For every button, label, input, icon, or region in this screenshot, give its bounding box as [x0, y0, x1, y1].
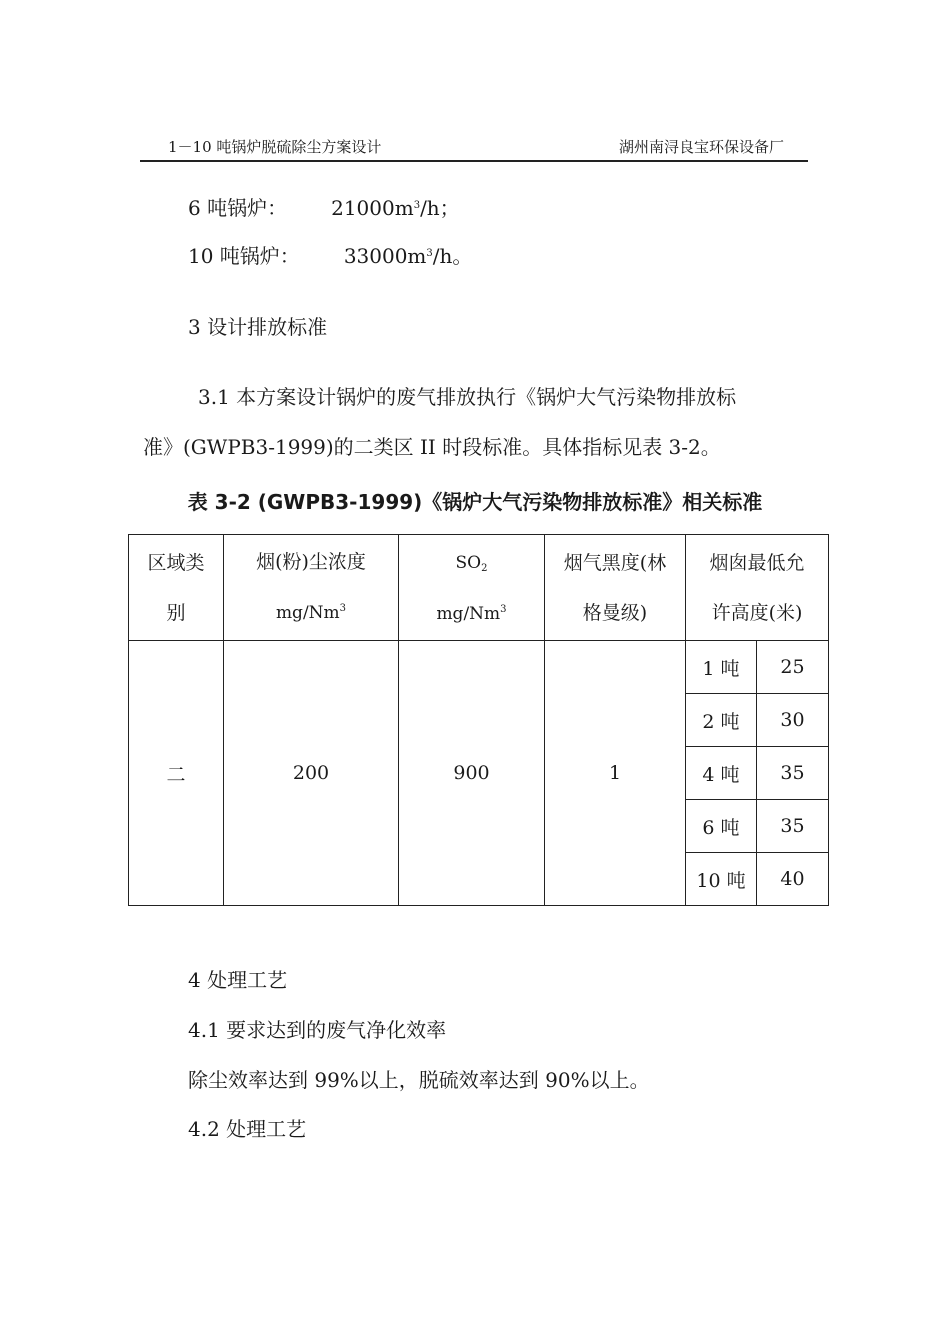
- cell-so2: 900: [399, 641, 545, 906]
- airflow-10t: [188, 244, 472, 268]
- page-header: [140, 136, 808, 162]
- section4-sub1: 4.1 要求达到的废气净化效率: [188, 1018, 447, 1042]
- airflow-unit-sup: 3: [426, 248, 433, 259]
- airflow-label: 6 吨锅炉：: [188, 196, 288, 220]
- header-doc-title: 1－10 吨锅炉脱硫除尘方案设计: [168, 138, 382, 156]
- cell-boiler-size: 1 吨: [686, 641, 757, 694]
- cell-chimney-height: 30: [757, 694, 829, 747]
- section4-sub2: 4.2 处理工艺: [188, 1117, 307, 1141]
- header-dust-concentration: 烟(粉)尘浓度 mg/Nm$^3$: [224, 535, 399, 641]
- section3-paragraph-line2: 准》(GWPB3-1999)的二类区 II 时段标准。具体指标见表 3-2。: [143, 435, 721, 459]
- header-chimney-height: 烟囱最低允 许高度(米): [686, 535, 829, 641]
- cell-chimney-height: 35: [757, 800, 829, 853]
- section3-heading: 3 设计排放标准: [188, 315, 328, 339]
- airflow-label: 10 吨锅炉：: [188, 244, 300, 268]
- header-company: 湖州南浔良宝环保设备厂: [618, 138, 784, 156]
- table-title: 表 3-2 (GWPB3-1999)《锅炉大气污染物排放标准》相关标准: [187, 490, 763, 514]
- airflow-6t: [188, 196, 460, 220]
- cell-chimney-height: 25: [757, 641, 829, 694]
- cell-chimney-height: 35: [757, 747, 829, 800]
- airflow-value: 21000m: [331, 196, 414, 220]
- cell-blackness: 1: [545, 641, 686, 906]
- airflow-unit-tail: /h；: [420, 196, 460, 220]
- header-region: 区域类 别: [129, 535, 224, 641]
- airflow-unit-tail: /h。: [432, 244, 473, 268]
- emission-standard-table: [128, 534, 829, 906]
- cell-boiler-size: 10 吨: [686, 853, 757, 906]
- section4-heading: 4 处理工艺: [188, 968, 288, 992]
- cell-chimney-height: 40: [757, 853, 829, 906]
- airflow-value: 33000m: [343, 244, 427, 268]
- header-so2: $SO_2$ mg/Nm$^3$: [399, 535, 545, 641]
- table-header-row: [129, 535, 829, 641]
- section3-paragraph-line1: 3.1 本方案设计锅炉的废气排放执行《锅炉大气污染物排放标: [198, 385, 737, 409]
- header-smoke-blackness: 烟气黑度(林 格曼级): [545, 535, 686, 641]
- airflow-unit-sup: 3: [413, 200, 421, 211]
- table-row: [129, 641, 829, 694]
- cell-dust: 200: [224, 641, 399, 906]
- cell-boiler-size: 6 吨: [686, 800, 757, 853]
- cell-region: 二: [129, 641, 224, 906]
- cell-boiler-size: 2 吨: [686, 694, 757, 747]
- cell-boiler-size: 4 吨: [686, 747, 757, 800]
- section4-efficiency: 除尘效率达到 99%以上，脱硫效率达到 90%以上。: [188, 1068, 650, 1092]
